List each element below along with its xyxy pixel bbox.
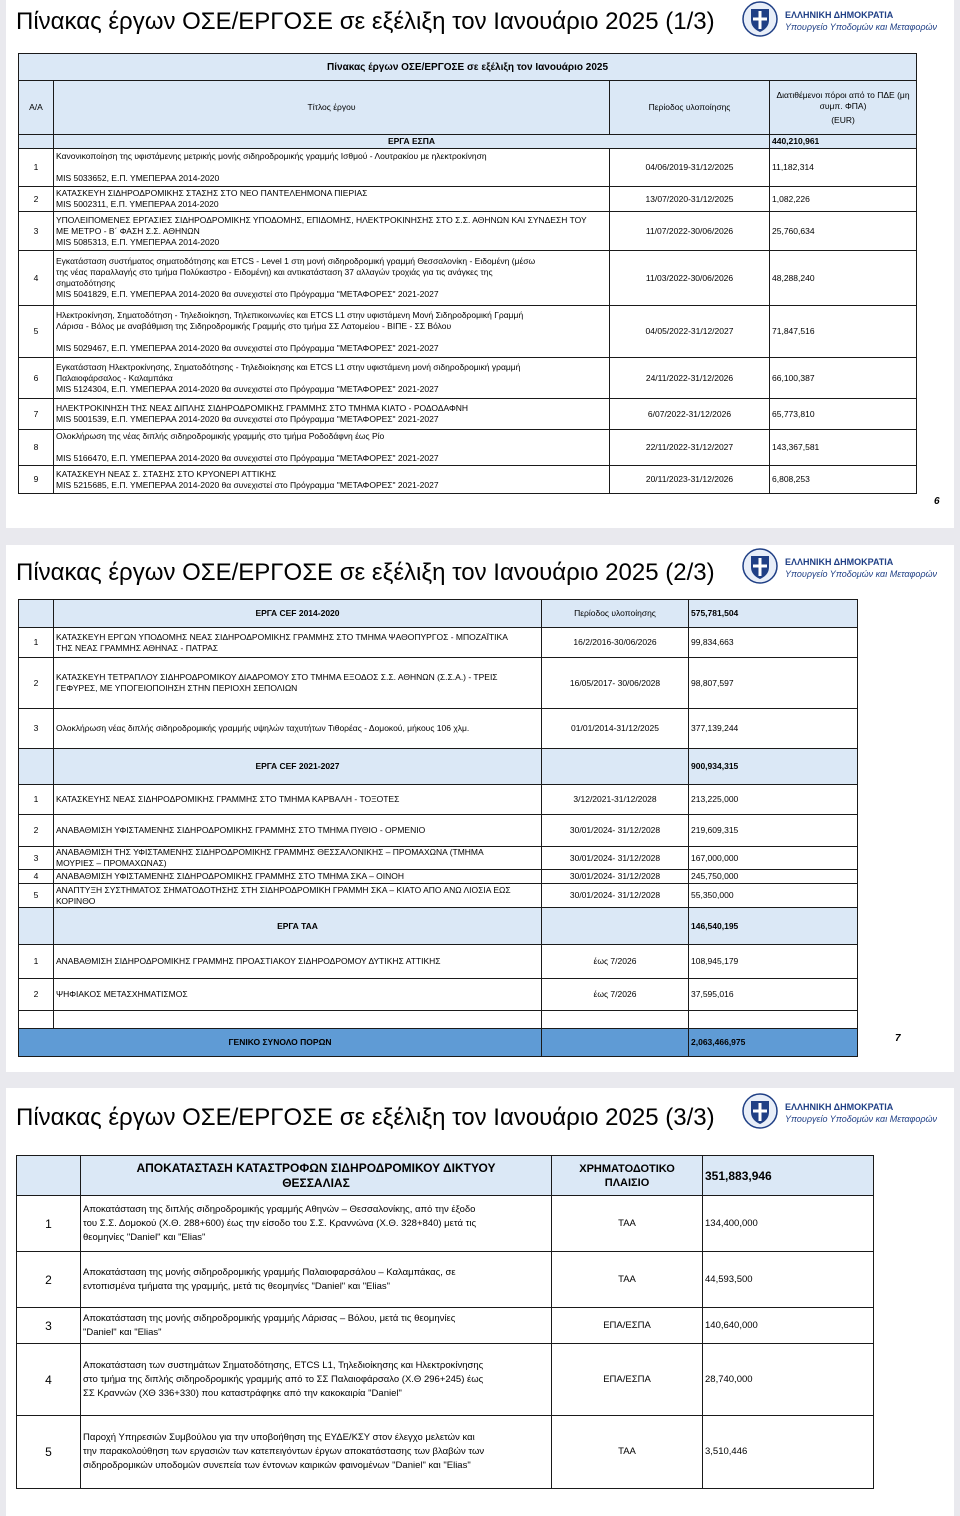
title-line: ΑΝΑΒΑΘΜΙΣΗ ΥΦΙΣΤΑΜΕΝΗΣ ΣΙΔΗΡΟΔΡΟΜΙΚΗΣ ΓΡΑΜΜΗΣ ΣΤΟ ΤΜΗΜΑ ΣΚΑ – ΟΙΝΟΗ xyxy=(56,871,405,881)
project-title-cell xyxy=(54,658,542,709)
grand-total-row xyxy=(19,1029,858,1057)
title-line: Λάρισα - Βόλος με αναβάθμιση της Σιδηροδρομικής Γραμμής στο τμήμα ΣΣ Λατομείου - ΒΙΠΕ - ΣΣ Βόλου xyxy=(56,320,452,331)
title-line: Παλαιοφάρσαλος - Καλαμπάκα xyxy=(56,372,173,383)
slide-title: Πίνακας έργων ΟΣΕ/ΕΡΓΟΣΕ σε εξέλιξη τον Ιανουάριο 2025 (1/3) xyxy=(16,8,715,35)
title-line: ΜΕ ΜΕΤΡΟ - Β΄ ΦΑΣΗ Σ.Σ. ΑΘΗΝΩΝ xyxy=(56,225,200,236)
table-row xyxy=(19,212,917,251)
greek-coat-of-arms-icon xyxy=(741,0,779,38)
slide-2 xyxy=(6,545,954,1072)
title-line: Αποκατάσταση των συστημάτων Σηματοδότησης, ETCS L1, Τηλεδιοίκησης και Ηλεκτροκίνησης xyxy=(83,1359,484,1371)
table-row xyxy=(19,399,917,430)
framework-header xyxy=(552,1156,703,1196)
title-line: MIS 5166470, Ε.Π. ΥΜΕΠΕΡΑΑ 2014-2020 θα συνεχιστεί στο Πρόγραμμα "ΜΕΤΑΦΟΡΕΣ" 2021-2027 xyxy=(56,453,439,463)
row-period: 16/05/2017- 30/06/2028 xyxy=(542,658,689,709)
project-title-cell xyxy=(81,1308,552,1344)
row-period: 20/11/2023-31/12/2026 xyxy=(610,466,770,494)
row-period: 3/12/2021-31/12/2028 xyxy=(542,785,689,815)
row-period: 6/07/2022-31/12/2026 xyxy=(610,399,770,430)
table-row xyxy=(19,251,917,306)
row-number: 3 xyxy=(17,1308,81,1344)
row-number: 4 xyxy=(19,870,54,884)
ministry-logo xyxy=(741,547,954,585)
title-line: ΚΑΤΑΣΚΕΥΗ ΝΕΑΣ Σ. ΣΤΑΣΗΣ ΣΤΟ ΚΡΥΟΝΕΡΙ ΑΤΤΙΚΗΣ xyxy=(56,468,277,479)
title-line: ΚΑΤΑΣΚΕΥΗ ΤΕΤΡΑΠΛΟΥ ΣΙΔΗΡΟΔΡΟΜΙΚΟΥ ΔΙΑΔΡΟΜΟΥ ΣΤΟ ΤΜΗΜΑ ΕΞΟΔΟΣ Σ.Σ. ΑΘΗΝΩΝ (Σ.Σ.Α.) - ΤΡΕΙΣ xyxy=(56,672,498,682)
project-title-cell xyxy=(54,884,542,908)
row-number: 3 xyxy=(19,709,54,749)
title-line: θεομηνίες "Daniel" και "Elias" xyxy=(83,1231,206,1243)
title-line: Κανονικοποίηση της υφιστάμενης μετρικής μονής σιδηροδρομικής γραμμής Ισθμού - Λουτρακίου με ηλεκτροκίνηση xyxy=(56,151,487,161)
table-row xyxy=(19,847,858,870)
grand-total-amount: 2,063,466,975 xyxy=(689,1029,858,1057)
title-line: Εγκατάσταση συστήματος σηματοδότησης και ETCS - Level 1 στη μονή σιδηροδρομική γραμμή Θεσσαλονίκη - Ειδομένη (μέσω xyxy=(56,256,536,266)
title-line: Ολοκλήρωση της νέας διπλής σιδηροδρομικής γραμμής στο τμήμα Ροδοδάφνη έως Ρίο xyxy=(56,431,385,441)
section-total: 900,934,315 xyxy=(689,749,858,785)
title-line: ΚΑΤΑΣΚΕΥΗΣ ΝΕΑΣ ΣΙΔΗΡΟΔΡΟΜΙΚΗΣ ΓΡΑΜΜΗΣ ΣΤΟ ΤΜΗΜΑ ΚΑΡΒΑΛΗ - ΤΟΞΟΤΕΣ xyxy=(56,794,400,804)
row-amount: 219,609,315 xyxy=(689,815,858,847)
table-row xyxy=(19,187,917,212)
page-number: 7 xyxy=(895,1033,901,1044)
project-title-cell xyxy=(54,466,610,494)
col-header-aa: Α/Α xyxy=(19,81,54,135)
row-period: 30/01/2024- 31/12/2028 xyxy=(542,847,689,870)
row-number: 1 xyxy=(19,785,54,815)
title-line: MIS 5001539, Ε.Π. ΥΜΕΠΕΡΑΑ 2014-2020 θα συνεχιστεί στο Πρόγραμμα "ΜΕΤΑΦΟΡΕΣ" 2021-2027 xyxy=(56,414,439,424)
section-total: 575,781,504 xyxy=(689,600,858,628)
empty-row xyxy=(19,1011,858,1029)
project-title-cell xyxy=(54,709,542,749)
section-label: ΕΡΓΑ CEF 2021-2027 xyxy=(54,749,542,785)
title-line: εντοπισμένα τμήματα της γραμμής, μετά τις θεομηνίες "Daniel" και "Elias" xyxy=(83,1280,391,1292)
title-line: Αποκατάσταση της μονής σιδηροδρομικής γραμμής Λάρισας – Βόλου, μετά τις θεομηνίες xyxy=(83,1312,456,1324)
logo-line-2: Υπουργείο Υποδομών και Μεταφορών xyxy=(785,22,938,32)
header-line: ΘΕΣΣΑΛΙΑΣ xyxy=(282,1175,350,1190)
table-row xyxy=(19,149,917,187)
row-framework: ΤΑΑ xyxy=(552,1416,703,1489)
col-header-title: Τίτλος έργου xyxy=(54,81,610,135)
row-number: 2 xyxy=(19,187,54,212)
slide-1 xyxy=(6,0,954,528)
row-number: 2 xyxy=(17,1252,81,1308)
projects-table-3 xyxy=(16,1155,874,1489)
section-row xyxy=(19,600,858,628)
project-title-cell xyxy=(54,251,610,306)
row-amount: 44,593,500 xyxy=(703,1252,874,1308)
row-amount: 48,288,240 xyxy=(770,251,917,306)
table-row xyxy=(19,945,858,979)
project-title-cell xyxy=(54,212,610,251)
row-number: 6 xyxy=(19,358,54,399)
row-period: 30/01/2024- 31/12/2028 xyxy=(542,815,689,847)
row-amount: 213,225,000 xyxy=(689,785,858,815)
row-amount: 167,000,000 xyxy=(689,847,858,870)
row-amount: 6,808,253 xyxy=(770,466,917,494)
logo-line-2: Υπουργείο Υποδομών και Μεταφορών xyxy=(785,1114,938,1124)
table-row xyxy=(19,870,858,884)
title-line: ΚΑΤΑΣΚΕΥΗ ΣΙΔΗΡΟΔΡΟΜΙΚΗΣ ΣΤΑΣΗΣ ΣΤΟ ΝΕΟ ΠΑΝΤΕΛΕΗΜΟΝΑ ΠΙΕΡΙΑΣ xyxy=(56,188,368,198)
title-line: ΑΝΑΒΑΘΜΙΣΗ ΥΦΙΣΤΑΜΕΝΗΣ ΣΙΔΗΡΟΔΡΟΜΙΚΗΣ ΓΡΑΜΜΗΣ ΣΤΟ ΤΜΗΜΑ ΠΥΘΙΟ - ΟΡΜΕΝΙΟ xyxy=(56,825,426,835)
row-amount: 11,182,314 xyxy=(770,149,917,187)
title-line: ΑΝΑΒΑΘΜΙΣΗ ΤΗΣ ΥΦΙΣΤΑΜΕΝΗΣ ΣΙΔΗΡΟΔΡΟΜΙΚΗΣ ΓΡΑΜΜΗΣ ΘΕΣΣΑΛΟΝΙΚΗΣ – ΠΡΟΜΑΧΩΝΑ (ΤΜΗΜΑ xyxy=(56,847,484,857)
title-line: στο τμήμα της διπλής σιδηροδρομικής γραμμής από το ΣΣ Παλαιοφάρσαλο (Χ.Θ 296+245) έως xyxy=(83,1373,484,1385)
row-amount: 108,945,179 xyxy=(689,945,858,979)
table-row xyxy=(19,306,917,358)
header-line: ΑΠΟΚΑΤΑΣΤΑΣΗ ΚΑΤΑΣΤΡΟΦΩΝ ΣΙΔΗΡΟΔΡΟΜΙΚΟΥ ΔΙΚΤΥΟΥ xyxy=(136,1160,496,1175)
row-amount: 1,082,226 xyxy=(770,187,917,212)
row-amount: 143,367,581 xyxy=(770,430,917,466)
title-line: ΚΟΡΙΝΘΟ xyxy=(56,895,96,906)
row-framework: ΕΠΑ/ΕΣΠΑ xyxy=(552,1344,703,1416)
title-line: ΜΟΥΡΙΕΣ – ΠΡΟΜΑΧΩΝΑΣ) xyxy=(56,858,167,868)
title-line: σιδηροδρομικών υποδομών συνεπεία των έντονων καιρικών φαινομένων "Daniel" και "Elias" xyxy=(83,1460,471,1471)
row-number: 2 xyxy=(19,979,54,1011)
project-title-cell xyxy=(54,870,542,884)
row-amount: 134,400,000 xyxy=(703,1196,874,1252)
row-amount: 65,773,810 xyxy=(770,399,917,430)
row-amount: 245,750,000 xyxy=(689,870,858,884)
title-line: Ηλεκτροκίνηση, Σηματοδότηση - Τηλεδιοίκηση, Τηλεπικοινωνίες και ETCS L1 στην υφιστάμενη Μονή Σιδηροδρομική Γραμμή xyxy=(56,309,524,320)
greek-coat-of-arms-icon xyxy=(741,547,779,585)
row-framework: ΤΑΑ xyxy=(552,1196,703,1252)
grand-total-label: ΓΕΝΙΚΟ ΣΥΝΟΛΟ ΠΟΡΩΝ xyxy=(19,1029,542,1057)
title-line: ΤΗΣ ΝΕΑΣ ΓΡΑΜΜΗΣ ΑΘΗΝΑΣ - ΠΑΤΡΑΣ xyxy=(56,642,219,653)
row-amount: 3,510,446 xyxy=(703,1416,874,1489)
project-title-cell xyxy=(54,785,542,815)
section-total: 440,210,961 xyxy=(770,135,917,149)
table-row xyxy=(17,1416,874,1489)
project-title-cell xyxy=(54,358,610,399)
row-period: 22/11/2022-31/12/2027 xyxy=(610,430,770,466)
table-row xyxy=(17,1344,874,1416)
title-line: Αποκατάσταση της μονής σιδηροδρομικής γραμμής Παλαιοφαρσάλου – Καλαμπάκας, σε xyxy=(83,1266,456,1278)
project-title-cell xyxy=(54,399,610,430)
header-line: ΧΡΗΜΑΤΟΔΟΤΙΚΟ xyxy=(579,1162,675,1175)
table-row xyxy=(19,709,858,749)
project-title-cell xyxy=(54,979,542,1011)
row-amount: 55,350,000 xyxy=(689,884,858,908)
row-period: 04/05/2022-31/12/2027 xyxy=(610,306,770,358)
row-amount: 28,740,000 xyxy=(703,1344,874,1416)
table-row xyxy=(19,884,858,908)
title-line: της νέας παραλλαγής στο τμήμα Πολύκαστρο - Ειδομένη) και αντικατάσταση 37 αλλαγών τροχιάς για τις ανάγκες της xyxy=(56,267,493,277)
greek-coat-of-arms-icon xyxy=(741,1092,779,1130)
title-line xyxy=(56,162,607,173)
section-total: 146,540,195 xyxy=(689,908,858,945)
row-number: 3 xyxy=(19,212,54,251)
project-title-cell xyxy=(54,430,610,466)
project-title-cell xyxy=(81,1416,552,1489)
col-header-period: Περίοδος υλοποίησης xyxy=(542,600,689,628)
title-line: ΗΛΕΚΤΡΟΚΙΝΗΣΗ ΤΗΣ ΝΕΑΣ ΔΙΠΛΗΣ ΣΙΔΗΡΟΔΡΟΜΙΚΗΣ ΓΡΑΜΜΗΣ ΣΤΟ ΤΜΗΜΑ ΚΙΑΤΟ - ΡΟΔΟΔΑΦΝΗ xyxy=(56,403,469,413)
row-number: 1 xyxy=(19,149,54,187)
logo-line-1: ΕΛΛΗΝΙΚΗ ΔΗΜΟΚΡΑΤΙΑ xyxy=(785,1102,894,1112)
row-amount: 99,834,663 xyxy=(689,628,858,658)
page-number: 6 xyxy=(934,496,940,507)
row-period: 04/06/2019-31/12/2025 xyxy=(610,149,770,187)
row-number: 1 xyxy=(19,945,54,979)
row-period: 13/07/2020-31/12/2025 xyxy=(610,187,770,212)
section-total: 351,883,946 xyxy=(703,1156,874,1196)
project-title-cell xyxy=(54,815,542,847)
table-row xyxy=(19,785,858,815)
row-amount: 140,640,000 xyxy=(703,1308,874,1344)
row-framework: ΤΑΑ xyxy=(552,1252,703,1308)
title-line: ΑΝΑΠΤΥΞΗ ΣΥΣΤΗΜΑΤΟΣ ΣΗΜΑΤΟΔΟΤΗΣΗΣ ΣΤΗ ΣΙΔΗΡΟΔΡΟΜΙΚΗ ΓΡΑΜΜΗ ΣΚΑ – ΚΙΑΤΟ ΑΠΟ ΑΝΩ ΛΙΟΣΙΑ ΕΩΣ xyxy=(56,884,511,895)
row-number: 8 xyxy=(19,430,54,466)
project-title-cell xyxy=(54,628,542,658)
title-line: Εγκατάσταση Ηλεκτροκίνησης, Σηματοδότησης - Τηλεδιοίκησης και ETCS L1 στην υφιστάμενη μονή σιδηροδρομική γραμμή xyxy=(56,361,521,372)
row-period: έως 7/2026 xyxy=(542,945,689,979)
row-number: 5 xyxy=(19,306,54,358)
title-line: Ολοκλήρωση νέας διπλής σιδηροδρομικής γραμμής υψηλών ταχυτήτων Τιθορέας - Δομοκού, μήκους 106 χλμ. xyxy=(56,723,470,733)
title-line: ΑΝΑΒΑΘΜΙΣΗ ΣΙΔΗΡΟΔΡΟΜΙΚΗΣ ΓΡΑΜΜΗΣ ΠΡΟΑΣΤΙΑΚΟΥ ΣΙΔΗΡΟΔΡΟΜΟΥ ΔΥΤΙΚΗΣ ΑΤΤΙΚΗΣ xyxy=(56,956,441,966)
row-period: 24/11/2022-31/12/2026 xyxy=(610,358,770,399)
title-line: ΚΑΤΑΣΚΕΥΗ ΕΡΓΩΝ ΥΠΟΔΟΜΗΣ ΝΕΑΣ ΣΙΔΗΡΟΔΡΟΜΙΚΗΣ ΓΡΑΜΜΗΣ ΣΤΟ ΤΜΗΜΑ ΨΑΘΟΠΥΡΓΟΣ - ΜΠΟΖΑΪΤΙΚΑ xyxy=(56,631,508,642)
title-line: ΨΗΦΙΑΚΟΣ ΜΕΤΑΣΧΗΜΑΤΙΣΜΟΣ xyxy=(56,989,188,999)
row-number: 1 xyxy=(19,628,54,658)
title-line: ΣΣ Κραννών (ΧΘ 336+330) που καταστράφηκε από την κακοκαιρία "Daniel" xyxy=(83,1387,402,1399)
title-line: Παροχή Υπηρεσιών Συμβούλου για την υποβοήθηση της ΕΥΔΕ/ΚΣΥ στον έλεγχο μελετών και xyxy=(83,1432,475,1443)
row-period: 11/07/2022-30/06/2026 xyxy=(610,212,770,251)
row-period: 16/2/2016-30/06/2026 xyxy=(542,628,689,658)
row-amount: 25,760,634 xyxy=(770,212,917,251)
row-amount: 98,807,597 xyxy=(689,658,858,709)
row-amount: 37,595,016 xyxy=(689,979,858,1011)
currency-label: (EUR) xyxy=(831,114,855,125)
col-header-period: Περίοδος υλοποίησης xyxy=(610,81,770,135)
project-title-cell xyxy=(54,149,610,187)
title-line: MIS 5029467, Ε.Π. ΥΜΕΠΕΡΑΑ 2014-2020 θα συνεχιστεί στο Πρόγραμμα "ΜΕΤΑΦΟΡΕΣ" 2021-2027 xyxy=(56,342,439,353)
title-line: MIS 5085313, Ε.Π. ΥΜΕΠΕΡΑΑ 2014-2020 xyxy=(56,236,220,247)
table-row xyxy=(19,979,858,1011)
table-row xyxy=(19,815,858,847)
title-line: MIS 5041829, Ε.Π. ΥΜΕΠΕΡΑΑ 2014-2020 θα συνεχιστεί στο Πρόγραμμα "ΜΕΤΑΦΟΡΕΣ" 2021-2027 xyxy=(56,289,439,299)
row-period: 01/01/2014-31/12/2025 xyxy=(542,709,689,749)
logo-line-1: ΕΛΛΗΝΙΚΗ ΔΗΜΟΚΡΑΤΙΑ xyxy=(785,557,894,567)
title-line: την παρακολούθηση των εργασιών των κατεπειγόντων έργων αποκατάστασης των βλαβών των xyxy=(83,1446,485,1457)
row-amount: 71,847,516 xyxy=(770,306,917,358)
project-title-cell xyxy=(81,1252,552,1308)
row-number: 9 xyxy=(19,466,54,494)
header-line: ΠΛΑΙΣΙΟ xyxy=(604,1176,650,1189)
col-header-resources xyxy=(770,81,917,135)
row-amount: 66,100,387 xyxy=(770,358,917,399)
row-period: 30/01/2024- 31/12/2028 xyxy=(542,870,689,884)
project-title-cell xyxy=(81,1344,552,1416)
row-number: 2 xyxy=(19,815,54,847)
row-number: 2 xyxy=(19,658,54,709)
projects-table-1 xyxy=(18,53,917,494)
row-number: 5 xyxy=(17,1416,81,1489)
projects-table-2 xyxy=(18,599,858,1057)
section-row xyxy=(19,749,858,785)
section-label: ΕΡΓΑ CEF 2014-2020 xyxy=(54,600,542,628)
slide-title: Πίνακας έργων ΟΣΕ/ΕΡΓΟΣΕ σε εξέλιξη τον Ιανουάριο 2025 (3/3) xyxy=(16,1104,715,1131)
title-line: "Daniel" και "Elias" xyxy=(83,1326,162,1338)
project-title-cell xyxy=(54,306,610,358)
project-title-cell xyxy=(54,187,610,212)
table-row xyxy=(17,1252,874,1308)
title-line: ΥΠΟΛΕΙΠΟΜΕΝΕΣ ΕΡΓΑΣΙΕΣ ΣΙΔΗΡΟΔΡΟΜΙΚΗΣ ΥΠΟΔΟΜΗΣ, ΕΠΙΔΟΜΗΣ, ΗΛΕΚΤΡΟΚΙΝΗΣΗΣ ΣΤΟ Σ.Σ. ΑΘΗΝΩΝ ΚΑΙ ΣΥΝΔΕΣΗ ΤΟΥ xyxy=(56,214,587,225)
section-label: ΕΡΓΑ ΕΣΠΑ xyxy=(54,135,770,149)
section-label: ΕΡΓΑ ΤΑΑ xyxy=(54,908,542,945)
title-line: MIS 5002311, Ε.Π. ΥΜΕΠΕΡΑΑ 2014-2020 xyxy=(56,199,219,209)
row-number: 5 xyxy=(19,884,54,908)
ministry-logo xyxy=(741,1092,954,1130)
title-line: ΓΕΦΥΡΕΣ, ΜΕ ΥΠΟΓΕΙΟΠΟΙΗΣΗ ΣΤΗΝ ΠΕΡΙΟΧΗ ΣΕΠΟΛΙΩΝ xyxy=(56,683,298,693)
title-line: MIS 5124304, Ε.Π. ΥΜΕΠΕΡΑΑ 2014-2020 θα συνεχιστεί στο Πρόγραμμα "ΜΕΤΑΦΟΡΕΣ" 2021-2027 xyxy=(56,383,439,394)
title-line xyxy=(56,332,607,343)
logo-line-1: ΕΛΛΗΝΙΚΗ ΔΗΜΟΚΡΑΤΙΑ xyxy=(785,10,894,20)
row-number: 3 xyxy=(19,847,54,870)
row-amount: 377,139,244 xyxy=(689,709,858,749)
title-line xyxy=(56,442,607,453)
section-row xyxy=(19,908,858,945)
row-number: 1 xyxy=(17,1196,81,1252)
table-row xyxy=(17,1196,874,1252)
resources-header-text: Διατιθέμενοι πόροι από το ΠΔΕ (μη συμπ. ΦΠΑ) xyxy=(776,89,910,111)
row-number: 4 xyxy=(19,251,54,306)
title-line: Αποκατάσταση της διπλής σιδηροδρομικής γραμμής Αθηνών – Θεσσαλονίκης, από την έξοδο xyxy=(83,1203,476,1215)
table-row xyxy=(19,430,917,466)
table-title: Πίνακας έργων ΟΣΕ/ΕΡΓΟΣΕ σε εξέλιξη τον Ιανουάριο 2025 xyxy=(19,54,917,81)
project-title-cell xyxy=(54,945,542,979)
row-period: έως 7/2026 xyxy=(542,979,689,1011)
row-number: 4 xyxy=(17,1344,81,1416)
row-framework: ΕΠΑ/ΕΣΠΑ xyxy=(552,1308,703,1344)
table-row xyxy=(19,658,858,709)
table-row xyxy=(19,358,917,399)
title-line: σηματοδότησης xyxy=(56,278,116,288)
table-row xyxy=(19,466,917,494)
title-line: MIS 5215685, Ε.Π. ΥΜΕΠΕΡΑΑ 2014-2020 θα συνεχιστεί στο Πρόγραμμα "ΜΕΤΑΦΟΡΕΣ" 2021-2027 xyxy=(56,479,439,490)
slide-3 xyxy=(6,1088,954,1516)
project-title-cell xyxy=(54,847,542,870)
row-period: 11/03/2022-30/06/2026 xyxy=(610,251,770,306)
logo-line-2: Υπουργείο Υποδομών και Μεταφορών xyxy=(785,569,938,579)
table-row xyxy=(19,628,858,658)
slide-title: Πίνακας έργων ΟΣΕ/ΕΡΓΟΣΕ σε εξέλιξη τον Ιανουάριο 2025 (2/3) xyxy=(16,559,715,586)
row-period: 30/01/2024- 31/12/2028 xyxy=(542,884,689,908)
table-row xyxy=(17,1308,874,1344)
project-title-cell xyxy=(81,1196,552,1252)
disaster-section-header xyxy=(81,1156,552,1196)
ministry-logo xyxy=(741,0,954,38)
title-line: του Σ.Σ. Δομοκού (Χ.Θ. 288+600) έως την είσοδο του Σ.Σ. Κραννώνα (Χ.Θ. 328+840) μετά τις xyxy=(83,1217,477,1229)
title-line: MIS 5033652, Ε.Π. ΥΜΕΠΕΡΑΑ 2014-2020 xyxy=(56,173,220,183)
row-number: 7 xyxy=(19,399,54,430)
